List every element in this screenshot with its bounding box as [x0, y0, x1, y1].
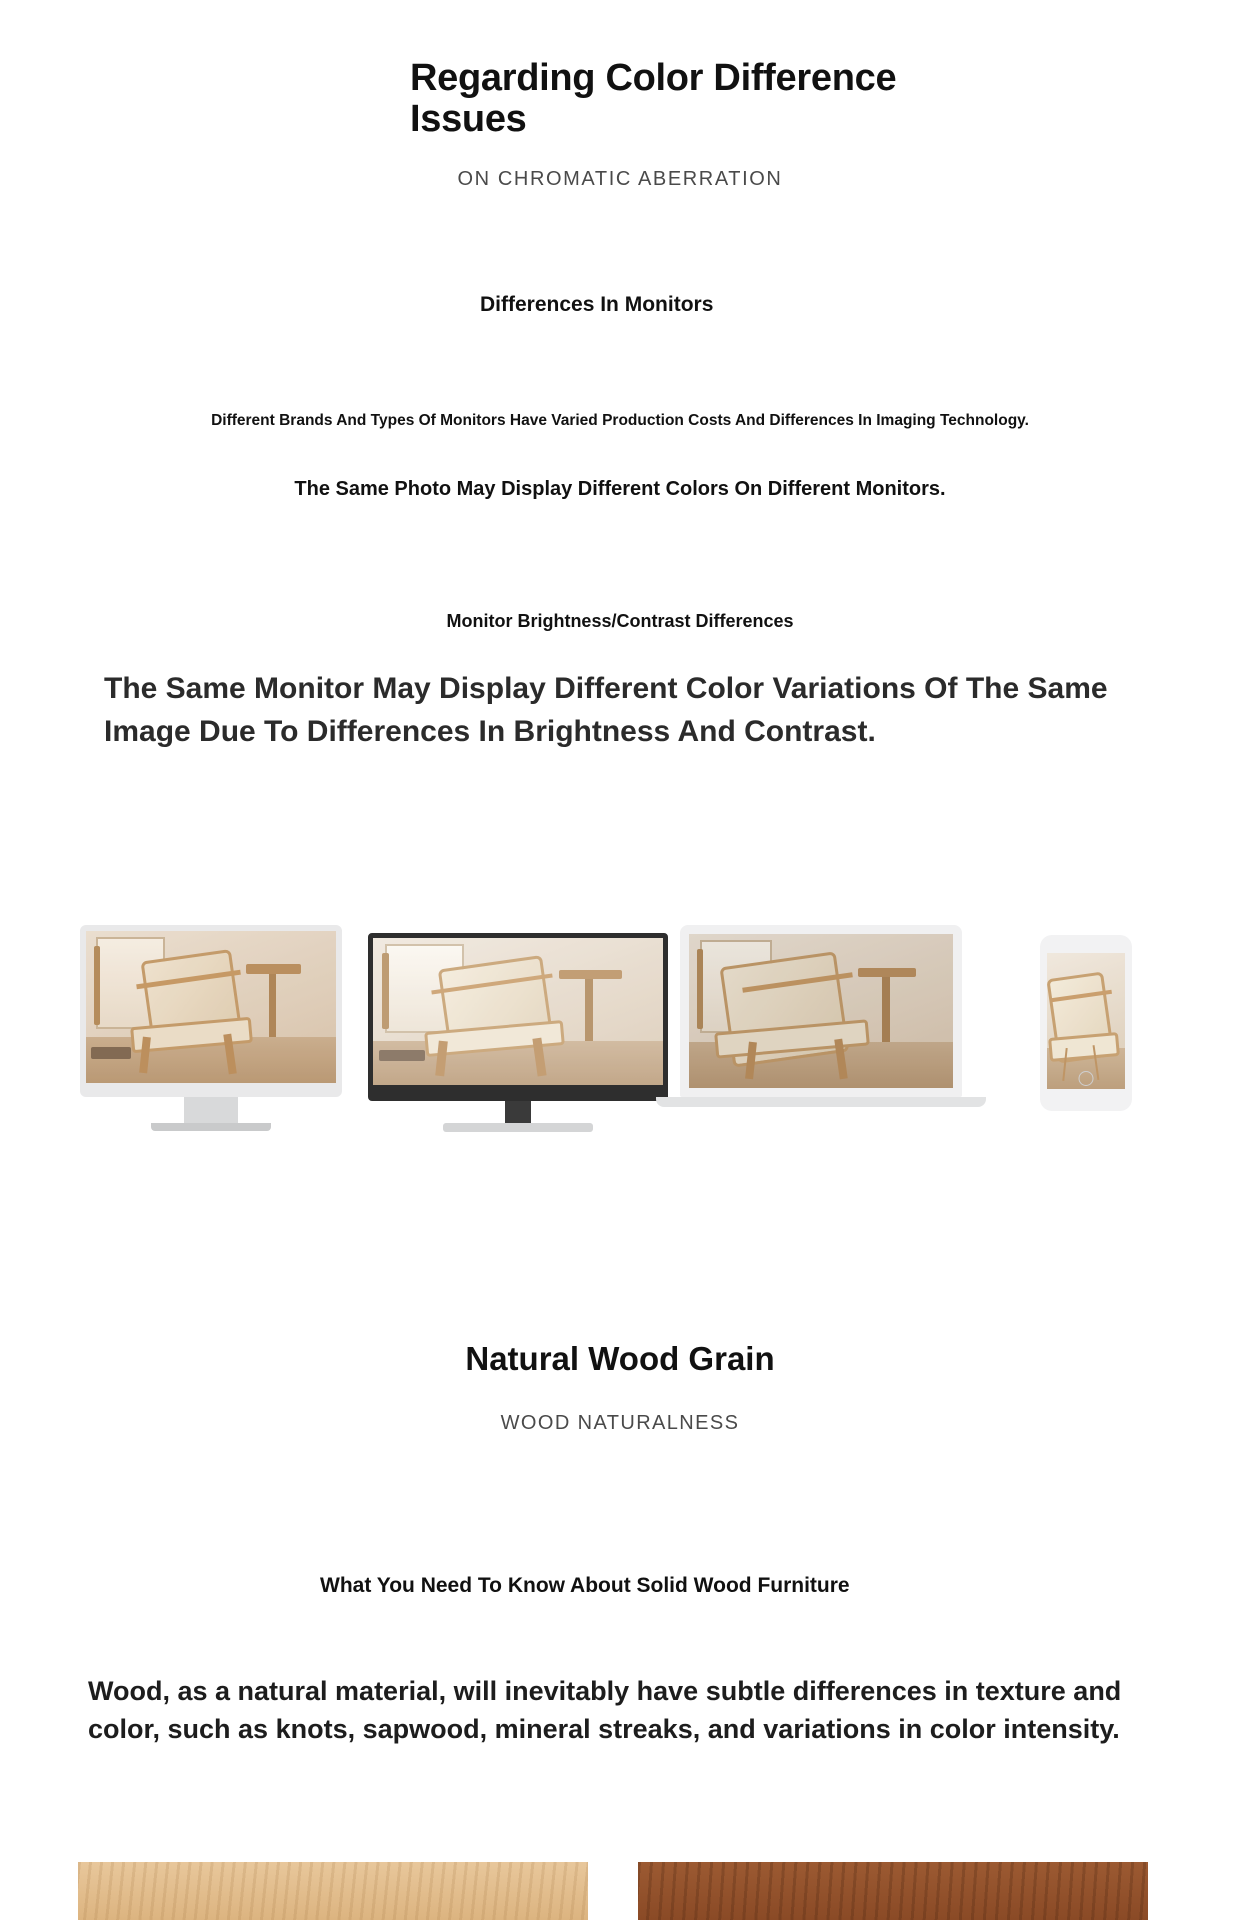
wood-section-subtitle: WOOD NATURALNESS	[500, 1412, 740, 1434]
device-laptop	[680, 925, 986, 1107]
laptop-base	[656, 1097, 986, 1107]
page-title: Regarding Color Difference Issues	[410, 57, 897, 141]
phone-screen	[1040, 935, 1132, 1111]
brightness-contrast-heading: Monitor Brightness/Contrast Differences	[446, 611, 794, 631]
phone-home-button	[1079, 1071, 1094, 1086]
monitor-section-line1: Different Brands And Types Of Monitors Have Varied Production Costs And Differences In Imaging Technology.	[211, 412, 1029, 429]
page-subtitle: ON CHROMATIC ABERRATION	[457, 168, 783, 190]
wood-section-title: Natural Wood Grain	[465, 1340, 775, 1377]
device-desktop-monitor	[368, 933, 668, 1132]
monitor-screen	[368, 933, 668, 1101]
wood-section-lead: What You Need To Know About Solid Wood Furniture	[320, 1574, 850, 1597]
chair-photo	[1047, 953, 1125, 1089]
device-smartphone	[1040, 935, 1132, 1111]
monitor-section-heading: Differences In Monitors	[480, 293, 714, 316]
monitor-stand-base	[443, 1123, 593, 1132]
imac-screen	[80, 925, 342, 1097]
monitor-section-line2: The Same Photo May Display Different Colors On Different Monitors.	[294, 478, 946, 500]
imac-stand-neck	[184, 1097, 238, 1123]
brightness-contrast-body: The Same Monitor May Display Different Color Variations Of The Same Image Due To Differences In Brightness And Contrast.	[104, 672, 1108, 748]
laptop-screen	[680, 925, 962, 1097]
chair-photo	[373, 938, 663, 1085]
chair-photo	[86, 931, 336, 1083]
light-wood-swatch	[78, 1862, 588, 1920]
device-all-in-one-desktop	[80, 925, 342, 1131]
wood-section-body: Wood, as a natural material, will inevitably have subtle differences in texture and color, such as knots, sapwood, mineral streaks, and variations in color intensity.	[88, 1676, 1122, 1745]
chair-photo	[689, 934, 953, 1088]
monitor-stand-neck	[505, 1101, 531, 1123]
dark-wood-swatch	[638, 1862, 1148, 1920]
imac-stand-base	[151, 1123, 271, 1131]
device-row	[0, 925, 1240, 1155]
phone-speaker	[1073, 941, 1099, 944]
